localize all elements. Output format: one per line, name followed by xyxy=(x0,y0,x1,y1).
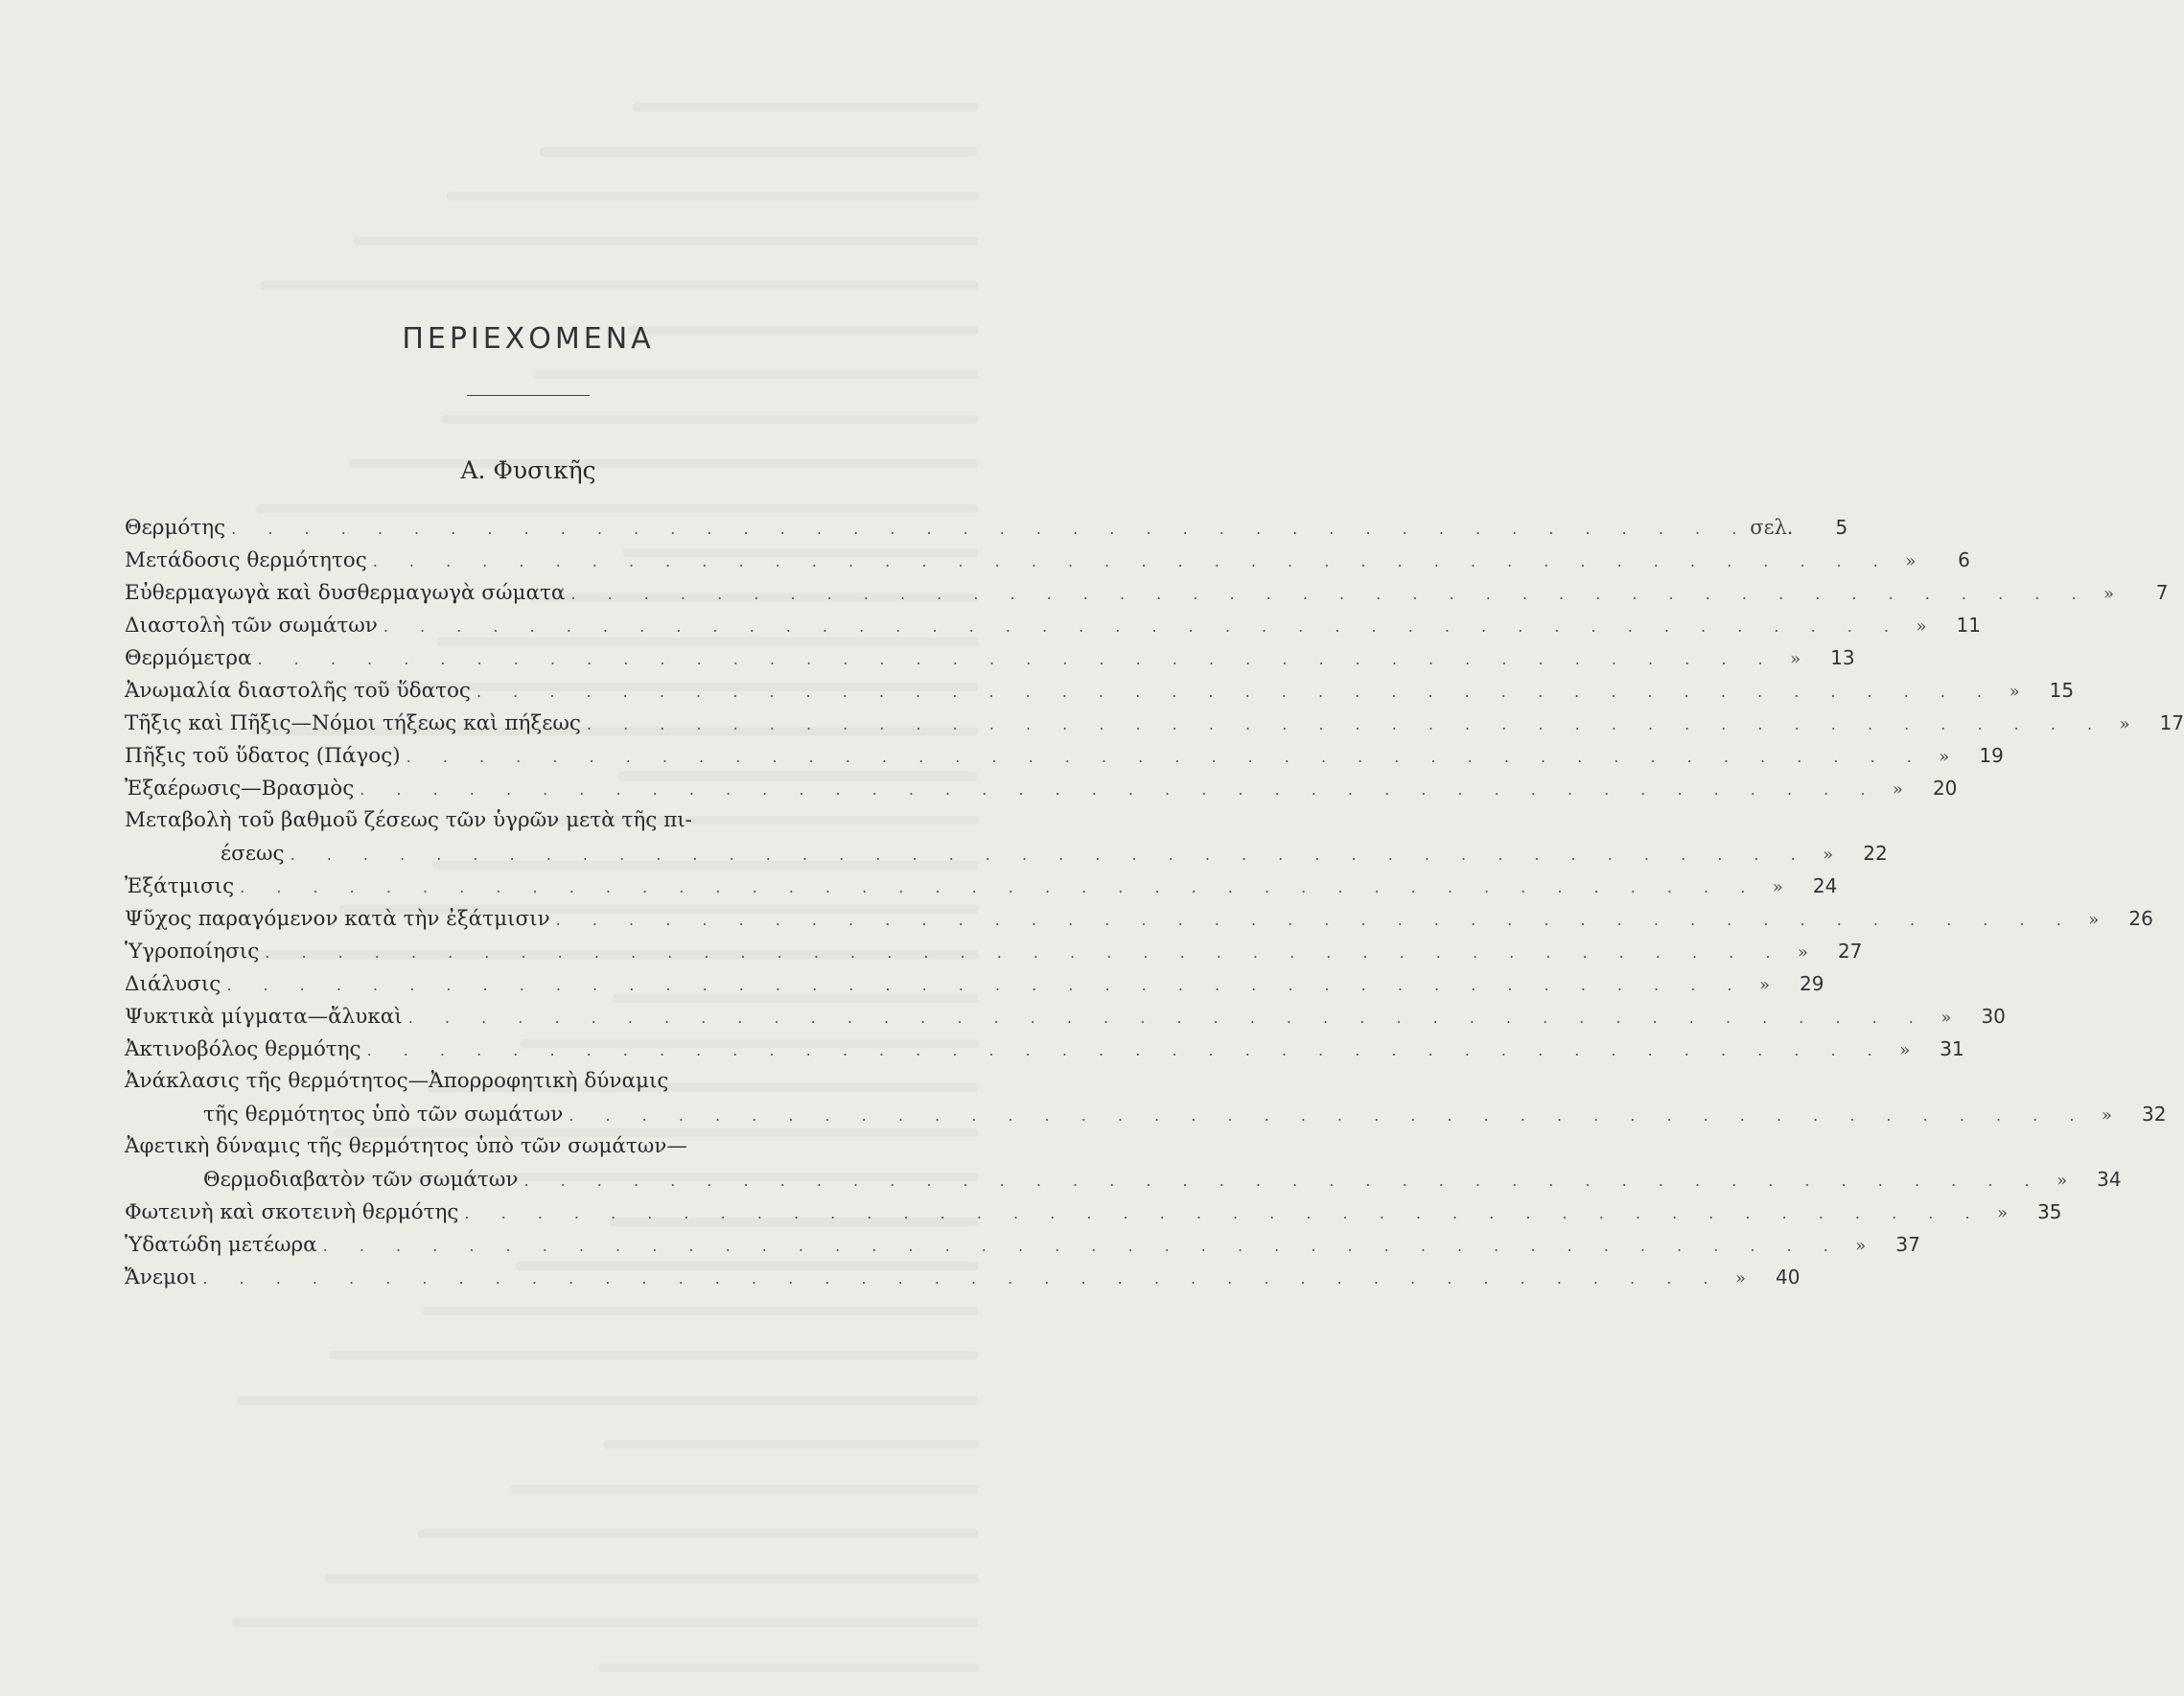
leader-dots: . . . . . . . . . . . . . . . . . . . . . . . . . . . . . . . . . . . . . . . . . . xyxy=(523,1165,2042,1197)
page-title: ΠΕΡΙΕΧΟΜΕΝΑ xyxy=(0,322,1066,356)
page-reference-mark: » xyxy=(1995,676,2033,709)
title-underline xyxy=(467,395,590,396)
toc-entry xyxy=(125,641,940,674)
toc-entry-label: Ἄνεμοι xyxy=(125,1262,197,1294)
show-through-line xyxy=(134,1396,978,1429)
page-number: 30 xyxy=(1965,1000,2006,1033)
leader-dots: . . . . . . . . . . . . . . . . . . . . . . . . . . . . . . . . . . . . . . . . . . xyxy=(476,676,1995,709)
page-reference-mark: » xyxy=(1842,1230,1880,1263)
show-through-line xyxy=(134,415,978,449)
toc-entry-label: Ἀκτινοβόλος θερμότης xyxy=(125,1034,361,1066)
toc-entry-label: Μεταβολὴ τοῦ βαθμοῦ ζέσεως τῶν ὑγρῶν μετὰ τῆς πι- xyxy=(125,804,692,837)
toc-entry-label: Μετάδοσις θερμότητος xyxy=(125,545,367,577)
page-number: 19 xyxy=(1963,739,2004,772)
show-through-smudge xyxy=(604,1440,978,1449)
page-number: 27 xyxy=(1822,935,1862,967)
show-through-smudge xyxy=(232,1618,978,1627)
leader-dots: . . . . . . . . . . . . . . . . . . . . . . . . . . . . . . . . . . . . . . . . . . xyxy=(265,937,1783,969)
toc-entry xyxy=(125,902,940,935)
toc-entry-continuation xyxy=(125,1163,940,1196)
leader-dots: . . . . . . . . . . . . . . . . . . . . . . . . . . . . . . . . . . . . . . . . . . xyxy=(569,1100,2087,1132)
page-reference-mark: σελ. xyxy=(1750,511,1807,544)
leader-dots: . . . . . . . . . . . . . . . . . . . . . . . . . . . . . . . . . . . . . . . . . . xyxy=(360,774,1878,806)
page-reference-mark: » xyxy=(1783,937,1822,969)
leader-dots: . . . . . . . . . . . . . . . . . . . . . . . . . . . . . . . . . . . . . . . . . . xyxy=(202,1263,1721,1295)
leader-dots: . . . . . . . . . . . . . . . . . . . . . . . . . . . . . . . . . . . . . . . . . . xyxy=(587,709,2105,741)
page-number: 37 xyxy=(1880,1228,1920,1261)
toc-entry-label: Ἀφετικὴ δύναμις τῆς θερμότητος ὑπὸ τῶν σωμάτων— xyxy=(125,1130,687,1163)
toc-entry-label: Πῆξις τοῦ ὕδατος (Πάγος) xyxy=(125,740,401,773)
toc-entry xyxy=(125,576,940,609)
toc-entry xyxy=(125,772,940,804)
toc-entry xyxy=(125,1065,940,1098)
page-number: 31 xyxy=(1924,1033,1964,1065)
page-number: 6 xyxy=(1930,544,1970,576)
show-through-line xyxy=(134,192,978,225)
toc-entry-label: Ἐξαέρωσις—Βρασμὸς xyxy=(125,773,354,805)
leader-dots: . . . . . . . . . . . . . . . . . . . . . . . . . . . . . . . . . . . . . . . . . . xyxy=(240,871,1758,904)
page-number: 35 xyxy=(2022,1196,2062,1228)
show-through-smudge xyxy=(540,148,978,156)
page-reference-mark: » xyxy=(2043,1165,2081,1197)
leader-dots: . . . . . . . . . . . . . . . . . . . . . . . . . . . . . . . . . . . . . . . . . . xyxy=(226,969,1745,1002)
page-number: 11 xyxy=(1940,609,1981,641)
page-reference-mark: » xyxy=(1902,611,1940,643)
toc-entry-label: Ὑγροποίησις xyxy=(125,936,259,968)
toc-entry xyxy=(125,870,940,902)
table-of-contents xyxy=(125,511,940,1293)
page-reference-mark: » xyxy=(2105,709,2144,741)
show-through-line xyxy=(134,148,978,181)
toc-entry-label: Εὐθερμαγωγὰ καὶ δυσθερμαγωγὰ σώματα xyxy=(125,577,565,610)
page-reference-mark: » xyxy=(1878,774,1917,806)
toc-entry xyxy=(125,1261,940,1293)
toc-entry xyxy=(125,1033,940,1065)
toc-entry-label: Θερμόμετρα xyxy=(125,642,252,675)
leader-dots: . . . . . . . . . . . . . . . . . . . . . . . . . . . . . . . . . . . . . . . . . . xyxy=(258,643,1777,676)
page-number: 29 xyxy=(1783,967,1824,1000)
show-through-smudge xyxy=(354,237,978,245)
toc-entry-continuation-label: έσεως xyxy=(125,838,285,871)
page-number: 20 xyxy=(1917,772,1957,804)
toc-entry xyxy=(125,674,940,707)
page-reference-mark: » xyxy=(2087,1100,2126,1132)
page-reference-mark: » xyxy=(1892,546,1930,578)
toc-entry xyxy=(125,707,940,739)
page-reference-mark: » xyxy=(1758,871,1797,904)
toc-entry-label: Ὑδατώδη μετέωρα xyxy=(125,1229,317,1262)
toc-entry xyxy=(125,1196,940,1228)
leader-dots: . . . . . . . . . . . . . . . . . . . . . . . . . . . . . . . . . . . . . . . . . . xyxy=(464,1197,1983,1230)
show-through-line xyxy=(134,1663,978,1696)
toc-entry-label: Ἐξάτμισις xyxy=(125,871,234,903)
leader-dots: . . . . . . . . . . . . . . . . . . . . . . . . . . . . . . . . . . . . . . . . . . xyxy=(383,611,1902,643)
toc-entry xyxy=(125,609,940,641)
toc-entry xyxy=(125,1228,940,1261)
leader-dots: . . . . . . . . . . . . . . . . . . . . . . . . . . . . . . . . . . . . . . . . . . xyxy=(323,1230,1842,1263)
page-reference-mark: » xyxy=(1721,1263,1759,1295)
show-through-line xyxy=(134,1485,978,1519)
page-reference-mark: » xyxy=(1777,643,1815,676)
page-number: 22 xyxy=(1847,837,1888,870)
page-reference-mark: » xyxy=(1745,969,1783,1002)
toc-entry-continuation xyxy=(125,837,940,870)
leader-dots: . . . . . . . . . . . . . . . . . . . . . . . . . . . . . . . . . . . . . . . . . . xyxy=(556,904,2075,937)
show-through-line xyxy=(134,370,978,404)
page-number: 15 xyxy=(2033,674,2074,707)
page-number: 26 xyxy=(2113,902,2153,935)
show-through-line xyxy=(134,1574,978,1608)
page-number: 24 xyxy=(1797,870,1837,902)
show-through-line xyxy=(134,1618,978,1652)
show-through-line xyxy=(134,1529,978,1563)
toc-entry-continuation-label: Θερμοδιαβατὸν τῶν σωμάτων xyxy=(125,1164,518,1196)
show-through-smudge xyxy=(633,103,978,111)
page-reference-mark: » xyxy=(1809,839,1847,871)
toc-entry xyxy=(125,739,940,772)
show-through-smudge xyxy=(535,370,978,379)
leader-dots: . . . . . . . . . . . . . . . . . . . . . . . . . . . . . . . . . . . . . . . . . . xyxy=(407,741,1925,774)
toc-entry xyxy=(125,967,940,1000)
toc-entry-continuation-label: τῆς θερμότητος ὑπὸ τῶν σωμάτων xyxy=(125,1099,563,1131)
show-through-smudge xyxy=(330,1351,978,1359)
toc-entry xyxy=(125,544,940,576)
page-number: 17 xyxy=(2144,707,2184,739)
toc-entry xyxy=(125,511,940,544)
show-through-smudge xyxy=(418,1529,978,1538)
page-number: 34 xyxy=(2081,1163,2122,1196)
leader-dots: . . . . . . . . . . . . . . . . . . . . . . . . . . . . . . . . . . . . . . . . . . xyxy=(290,839,1809,871)
page-reference-mark: » xyxy=(1927,1002,1965,1034)
show-through-smudge xyxy=(237,1396,978,1405)
show-through-smudge xyxy=(261,281,978,290)
toc-entry-label: Ἀνάκλασις τῆς θερμότητος—Ἀπορροφητικὴ δύναμις xyxy=(125,1065,668,1098)
page-reference-mark: » xyxy=(2075,904,2113,937)
toc-entry-label: Ψῦχος παραγόμενον κατὰ τὴν ἐξάτμισιν xyxy=(125,903,550,936)
toc-entry-label: Διάλυσις xyxy=(125,968,221,1001)
page-number: 7 xyxy=(2128,576,2169,609)
toc-entry-continuation xyxy=(125,1098,940,1130)
show-through-smudge xyxy=(442,415,978,424)
show-through-line xyxy=(134,103,978,136)
leader-dots: . . . . . . . . . . . . . . . . . . . . . . . . . . . . . . . . . . . . . . . . . . xyxy=(367,1034,1886,1067)
leader-dots: . . . . . . . . . . . . . . . . . . . . . . . . . . . . . . . . . . . . . . . . . . xyxy=(408,1002,1927,1034)
page-reference-mark: » xyxy=(1925,741,1963,774)
show-through-smudge xyxy=(599,1663,978,1672)
page-number: 32 xyxy=(2126,1098,2166,1130)
toc-entry-label: Φωτεινὴ καὶ σκοτεινὴ θερμότης xyxy=(125,1196,458,1229)
page-number: 13 xyxy=(1815,641,1855,674)
page-number: 40 xyxy=(1759,1261,1800,1293)
page-reference-mark: » xyxy=(1984,1197,2022,1230)
toc-entry-label: Ψυκτικὰ μίγματα—ἄλυκαὶ xyxy=(125,1001,403,1034)
toc-entry xyxy=(125,935,940,967)
page-number: 5 xyxy=(1807,511,1847,544)
page-reference-mark: » xyxy=(1886,1034,1924,1067)
toc-entry xyxy=(125,804,940,837)
page-reference-mark: » xyxy=(2090,578,2128,611)
toc-entry-label: Τῆξις καὶ Πῆξις—Νόμοι τήξεως καὶ πήξεως xyxy=(125,708,581,740)
show-through-smudge xyxy=(511,1485,978,1494)
show-through-line xyxy=(134,1351,978,1384)
show-through-line xyxy=(134,1307,978,1340)
toc-entry-label: Διαστολὴ τῶν σωμάτων xyxy=(125,610,378,642)
leader-dots: . . . . . . . . . . . . . . . . . . . . . . . . . . . . . . . . . . . . . . . . . . xyxy=(570,578,2089,611)
toc-entry-label: Θερμότης xyxy=(125,512,225,545)
show-through-line xyxy=(134,281,978,314)
leader-dots: . . . . . . . . . . . . . . . . . . . . . . . . . . . . . . . . . . . . . . . . . . xyxy=(373,546,1892,578)
leader-dots: . . . . . . . . . . . . . . . . . . . . . . . . . . . . . . . . . . . . . . . . . . xyxy=(231,513,1750,546)
toc-entry xyxy=(125,1000,940,1033)
toc-entry xyxy=(125,1130,940,1163)
show-through-line xyxy=(134,1440,978,1474)
show-through-smudge xyxy=(447,192,978,200)
show-through-line xyxy=(134,237,978,270)
document-page xyxy=(0,0,1076,1438)
show-through-smudge xyxy=(325,1574,978,1583)
show-through-smudge xyxy=(423,1307,978,1315)
section-title: Α. Φυσικῆς xyxy=(0,456,1066,484)
toc-entry-label: Ἀνωμαλία διαστολῆς τοῦ ὕδατος xyxy=(125,675,471,708)
